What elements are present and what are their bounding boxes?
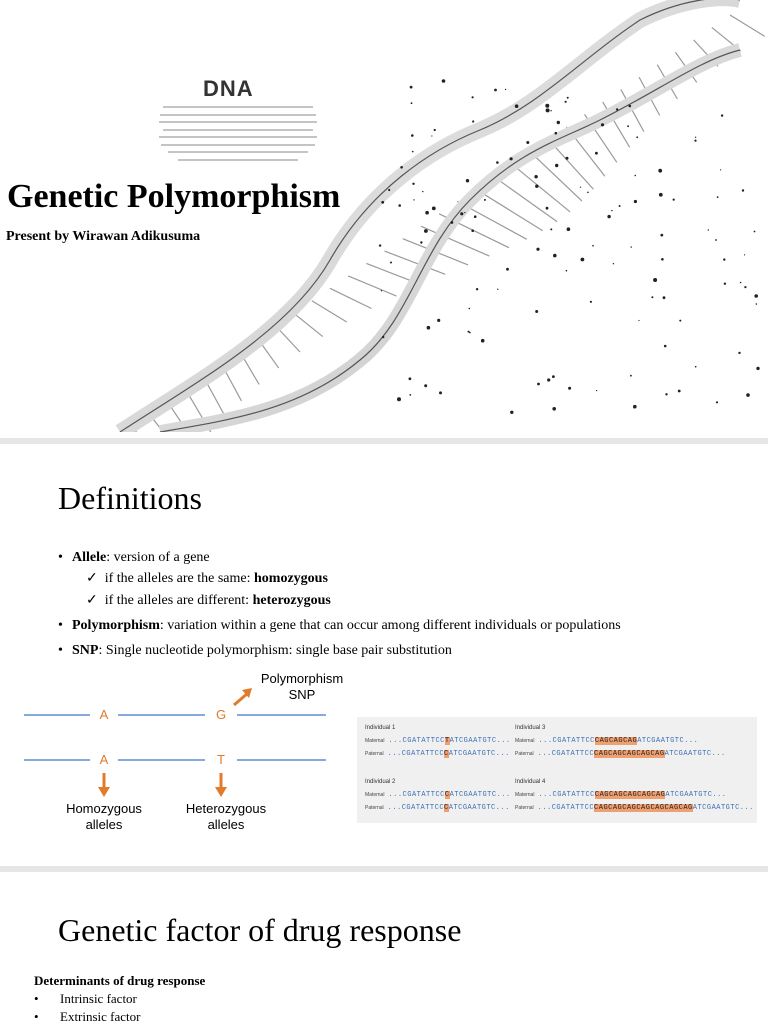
particle-dot [630,375,632,377]
particle-dot [619,205,621,207]
snp-label: SNP [288,687,316,702]
bullet-allele: • Allele: version of a gene [58,550,210,565]
particle-dot [738,352,740,354]
particle-dot [427,326,431,330]
sequence-row: Maternal ...CGATATTCCCAGCAGCAGCAGCAGATCGAATGTC... [515,791,727,799]
dna-logo-text: DNA [203,76,254,101]
helix-rung [312,301,347,322]
homozygous-label-2: alleles [85,817,123,832]
particle-dot [472,120,474,122]
base-label: T [217,752,225,767]
dna-logo-fine-print [158,106,318,166]
particle-dot [442,79,446,83]
particle-dot [756,367,759,370]
particle-dot [412,151,414,153]
slide-heading: Genetic factor of drug response [58,912,462,948]
particle-dot [553,254,557,258]
base-label: A [99,707,109,722]
particle-dot [379,244,381,246]
heterozygous-label: Heterozygous [185,801,267,816]
particle-dot [552,407,556,411]
particle-dot [746,393,750,397]
particle-dot [756,303,758,305]
particle-dot [437,319,440,322]
helix-strand-a [120,0,740,432]
particle-dot [555,132,558,135]
particle-dot [481,339,485,343]
particle-dot [661,258,664,261]
particle-dot [431,135,432,136]
particle-dot [611,210,612,211]
particle-dot [472,96,474,98]
particle-dot [744,286,746,288]
particle-dot [651,296,653,298]
particle-dot [629,105,632,108]
particle-dot [409,394,411,396]
bullet-dot-icon: • [58,550,63,565]
dna-helix-illustration [0,0,768,432]
helix-rung [512,164,570,212]
particle-dot [665,393,667,395]
particle-dot [636,136,638,138]
particle-dot [460,212,463,215]
helix-rung [330,288,371,308]
particle-dot [400,166,403,169]
sequence-comparison-table [357,717,757,823]
particle-dot [536,248,539,251]
down-arrow-icon [98,773,110,797]
particle-dot [469,308,471,310]
particle-dot [550,110,551,111]
particle-dot [468,331,470,333]
particle-dot [397,397,401,401]
particle-dot [720,169,721,170]
particle-dot [581,258,585,262]
helix-rung [530,152,582,201]
particle-dot [740,282,742,284]
particle-dot [555,164,558,167]
definitions-slide [0,450,768,860]
particle-dot [505,89,506,90]
particle-dot [673,199,675,201]
particle-dot [664,345,667,348]
particle-dot [534,175,537,178]
particle-dot [587,192,589,194]
diagonal-arrow-icon [234,688,252,705]
particle-dot [439,391,442,394]
particle-dot [411,102,413,104]
particle-dot [390,262,392,264]
particle-dot [484,199,486,201]
particle-dot [653,278,657,282]
particle-dot [638,320,639,321]
particle-dot [432,207,436,211]
bullet-extrinsic: • Extrinsic factor [34,1009,141,1024]
particle-dot [716,401,718,403]
particle-dot [616,108,618,110]
particle-dot [595,152,598,155]
title-slide [0,0,768,432]
sub-bullet-homozygous: ✓ if the alleles are the same: homozygous [86,571,328,586]
particle-dot [425,211,429,215]
particle-dot [678,390,681,393]
particle-dot [635,175,637,177]
bullet-snp: • SNP: Single nucleotide polymorphism: single base pair substitution [58,643,452,658]
particle-dot [471,229,474,232]
particle-dot [695,137,696,138]
particle-dot [633,405,637,409]
sequence-row: Maternal ...CGATATTCCTATCGAATGTC... [365,737,511,745]
slide-divider [0,438,768,444]
base-label: G [215,707,227,722]
particle-dot [754,231,756,233]
particle-dot [466,179,469,182]
particle-dot [744,254,745,255]
individual-label: Individual 2 [365,779,396,785]
helix-rung [348,276,396,296]
particle-dot [567,227,571,231]
particle-dot [451,221,454,224]
particle-dot [535,310,538,313]
particle-dot [592,245,594,247]
particle-dot [552,375,555,378]
particle-dot [545,104,549,108]
helix-rung [730,15,765,36]
particle-dot [412,183,414,185]
particle-dot [663,296,666,299]
bullet-intrinsic: • Intrinsic factor [34,991,137,1006]
bullet-dot-icon: • [34,1009,39,1024]
particle-dot [434,129,436,131]
particle-dot [708,229,709,230]
sub-bullet-heterozygous: ✓ if the alleles are different: heterozygous [86,593,331,608]
particle-dot [715,239,717,241]
bullet-dot-icon: • [58,643,63,658]
particle-dot [717,196,719,198]
determinants-heading: Determinants of drug response [34,973,206,988]
particle-dot [537,383,540,386]
particle-dot [424,229,428,233]
particle-dot [388,189,390,191]
presenter-line: Present by Wirawan Adikusuma [6,229,201,244]
particle-dot [565,101,567,103]
particle-dot [410,86,413,89]
particle-dot [694,140,696,142]
helix-rung [494,177,557,222]
bullet-polymorphism: • Polymorphism: variation within a gene that can occur among different individuals or populations [58,618,621,633]
particle-dot [566,270,568,272]
particle-dot [526,141,529,144]
particle-dot [547,378,550,381]
helix-rung [294,313,323,336]
particle-dot [474,215,477,218]
particle-dot [607,215,610,218]
particle-dot [723,258,725,260]
bullet-dot-icon: • [58,618,63,633]
particle-dot [497,289,498,290]
particle-dot [627,125,629,127]
particle-dot [381,290,382,291]
slide-divider [0,866,768,872]
particle-dot [422,191,423,192]
homozygous-label: Homozygous [66,801,142,816]
drug-response-slide [0,878,768,1024]
allele-diagram [0,665,360,835]
sequence-row: Paternal ...CGATATTCCCATCGAATGTC... [365,750,510,758]
particle-dot [658,169,662,173]
particle-dot [546,108,550,112]
particle-dot [409,377,412,380]
particle-dot [566,157,569,160]
particle-dot [567,97,569,99]
particle-dot [634,200,637,203]
particle-dot [695,366,697,368]
particle-dot [590,301,592,303]
particle-dot [494,89,497,92]
particle-dot [413,199,414,200]
particle-dot [398,204,401,207]
particle-dot [742,189,744,191]
individual-label: Individual 3 [515,725,546,731]
presentation-title: Genetic Polymorphism [7,178,341,215]
sequence-row: Paternal ...CGATATTCCCAGCAGCAGCAGCAGATCGAATGTC... [515,750,726,758]
particle-dot [515,104,519,108]
particle-dot [411,134,414,137]
particle-dot [557,121,560,124]
particle-dot [510,411,513,414]
sequence-row: Maternal ...CGATATTCCCAGCAGCAGATCGAATGTC... [515,737,699,745]
particle-dot [721,114,723,116]
particle-dot [535,185,538,188]
heterozygous-label-2: alleles [207,817,245,832]
particle-dot [601,123,604,126]
base-label: A [99,752,109,767]
particle-dot [580,187,581,188]
particle-dot [464,212,465,213]
bullet-dot-icon: • [34,991,39,1006]
checkmark-icon: ✓ [86,571,98,586]
particle-dot [550,228,552,230]
sequence-row: Maternal ...CGATATTCCCATCGAATGTC... [365,791,511,799]
particle-dot [382,336,384,338]
particle-dot [496,161,499,164]
particle-dot [476,288,478,290]
particle-dot [679,320,681,322]
particle-dot [631,246,632,247]
particle-dot [568,387,571,390]
individual-label: Individual 4 [515,779,546,785]
down-arrow-icon [215,773,227,797]
helix-rung [475,189,542,231]
particle-dot [724,283,726,285]
particle-dot [660,234,663,237]
particle-dot [420,241,422,243]
particle-dot [510,157,513,160]
particle-dot [596,390,597,391]
polymorphism-label: Polymorphism [260,671,344,686]
particle-dot [381,201,384,204]
particle-dot [546,207,549,210]
sequence-row: Paternal ...CGATATTCCCAGCAGCAGCAGCAGCAGCAGATCGAATGTC... [515,804,754,812]
checkmark-icon: ✓ [86,593,98,608]
particle-dot [424,384,427,387]
particle-dot [659,193,663,197]
particle-dot [613,263,614,264]
individual-label: Individual 1 [365,725,396,731]
particle-dot [754,294,758,298]
sequence-row: Paternal ...CGATATTCCCATCGAATGTC... [365,804,510,812]
slide-heading: Definitions [58,480,202,516]
particle-dot [506,268,509,271]
